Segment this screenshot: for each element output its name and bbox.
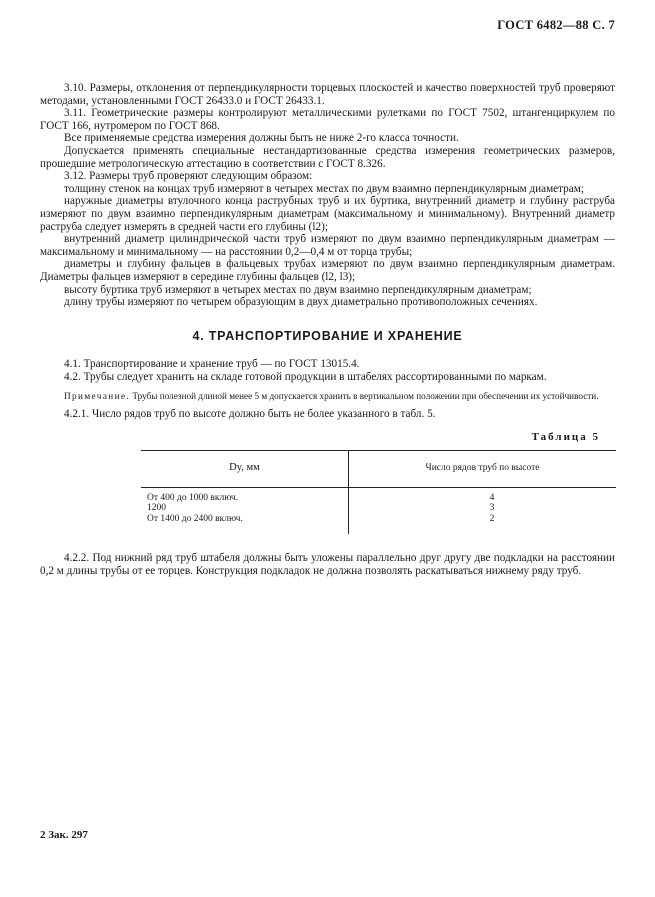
table-caption: Таблица 5 [531, 431, 600, 444]
paragraph-accuracy: Все применяемые средства измерения должны быть не ниже 2-го класса точности. [64, 132, 459, 145]
paragraph-special-instruments: Допускается применять специальные нестандартизованные средства измерения геометрических размеров, прошедшие метрологическую аттестацию в соответствии с ГОСТ 8.326. [40, 144, 615, 170]
note-text: Трубы полезной длиной менее 5 м допускается хранить в вертикальном положении при обеспечении их устойчивости. [132, 391, 599, 402]
paragraph-folds: диаметры и глубину фальцев в фальцевых трубах измеряют по двум взаимно перпендикулярным диаметрам. Диаметры фальцев измеряют в середине глубины фальцев (l2, l3); [40, 258, 615, 283]
paragraph-outer-diameters: наружные диаметры втулочного конца раструбных труб и их буртика, внутренний диаметр и глубину раструба измеряют по двум взаимно перпендикулярным диаметрам (максимальному и минимальному). Внутренний диаметр раструба следует измерять в средней части его глубины (l2); [40, 195, 615, 233]
section-4-heading: 4. ТРАНСПОРТИРОВАНИЕ И ХРАНЕНИЕ [192, 328, 463, 343]
document-body [40, 82, 615, 577]
paragraph-wall-thickness: толщину стенок на концах труб измеряют в четырех местах по двум взаимно перпендикулярным диаметрам; [64, 182, 584, 195]
paragraph-inner-diameter: внутренний диаметр цилиндрической части труб измеряют по двум взаимно перпендикулярным диаметрам — максимальному и минимальному — на расстоянии 0,2—0,4 м от торца трубы; [40, 233, 615, 258]
paragraph-4-2-2: 4.2.2. Под нижний ряд труб штабеля должны быть уложены параллельно друг другу две подкладки на расстоянии 0,2 м длины трубы от ее торцев. Конструкция подкладок не должна позволять раскатываться нижнему ряду труб. [40, 552, 615, 577]
paragraph-collar-height: высоту буртика труб измеряют в четырех местах по двум взаимно перпендикулярным диаметрам; [64, 283, 532, 296]
paragraph-4-2-1: 4.2.1. Число рядов труб по высоте должно быть не более указанного в табл. 5. [64, 408, 436, 421]
table-cell: От 400 до 1000 включ. [147, 492, 239, 503]
paragraph-3-12: 3.12. Размеры труб проверяют следующим образом: [64, 170, 313, 183]
table-header-dy: Dy, мм [141, 450, 349, 487]
page-header: ГОСТ 6482—88 С. 7 [497, 18, 615, 32]
table-cell: 2 [489, 513, 495, 524]
table-cell: 4 [489, 492, 495, 503]
paragraph-pipe-length: длину трубы измеряют по четырем образующим в двух диаметрально противоположных сечениях. [64, 296, 538, 309]
note-label: Примечание. [64, 391, 131, 402]
note [40, 391, 615, 402]
paragraph-4-2: 4.2. Трубы следует хранить на складе готовой продукции в штабелях рассортированными по маркам. [64, 370, 547, 383]
table-header-row [141, 450, 616, 487]
page-footer: 2 Зак. 297 [40, 829, 88, 841]
table-cell: 1200 [147, 503, 166, 514]
table-row [141, 487, 616, 534]
table-cell: 3 [489, 503, 495, 514]
paragraph-3-11: 3.11. Геометрические размеры контролируют металлическими рулетками по ГОСТ 7502, штангенциркулем по ГОСТ 166, нутромером по ГОСТ 868. [40, 107, 615, 132]
table-header-rows: Число рядов труб по высоте [349, 450, 617, 487]
table-5 [141, 450, 616, 535]
table-cell: От 1400 до 2400 включ. [147, 513, 243, 524]
table-cell-diameters [141, 487, 349, 534]
paragraph-3-10: 3.10. Размеры, отклонения от перпендикулярности торцевых плоскостей и качество поверхностей труб проверяют методами, установленными ГОСТ 26433.0 и ГОСТ 26433.1. [40, 82, 615, 107]
paragraph-4-1: 4.1. Транспортирование и хранение труб — по ГОСТ 13015.4. [64, 358, 360, 371]
table-cell-row-counts [349, 487, 617, 534]
